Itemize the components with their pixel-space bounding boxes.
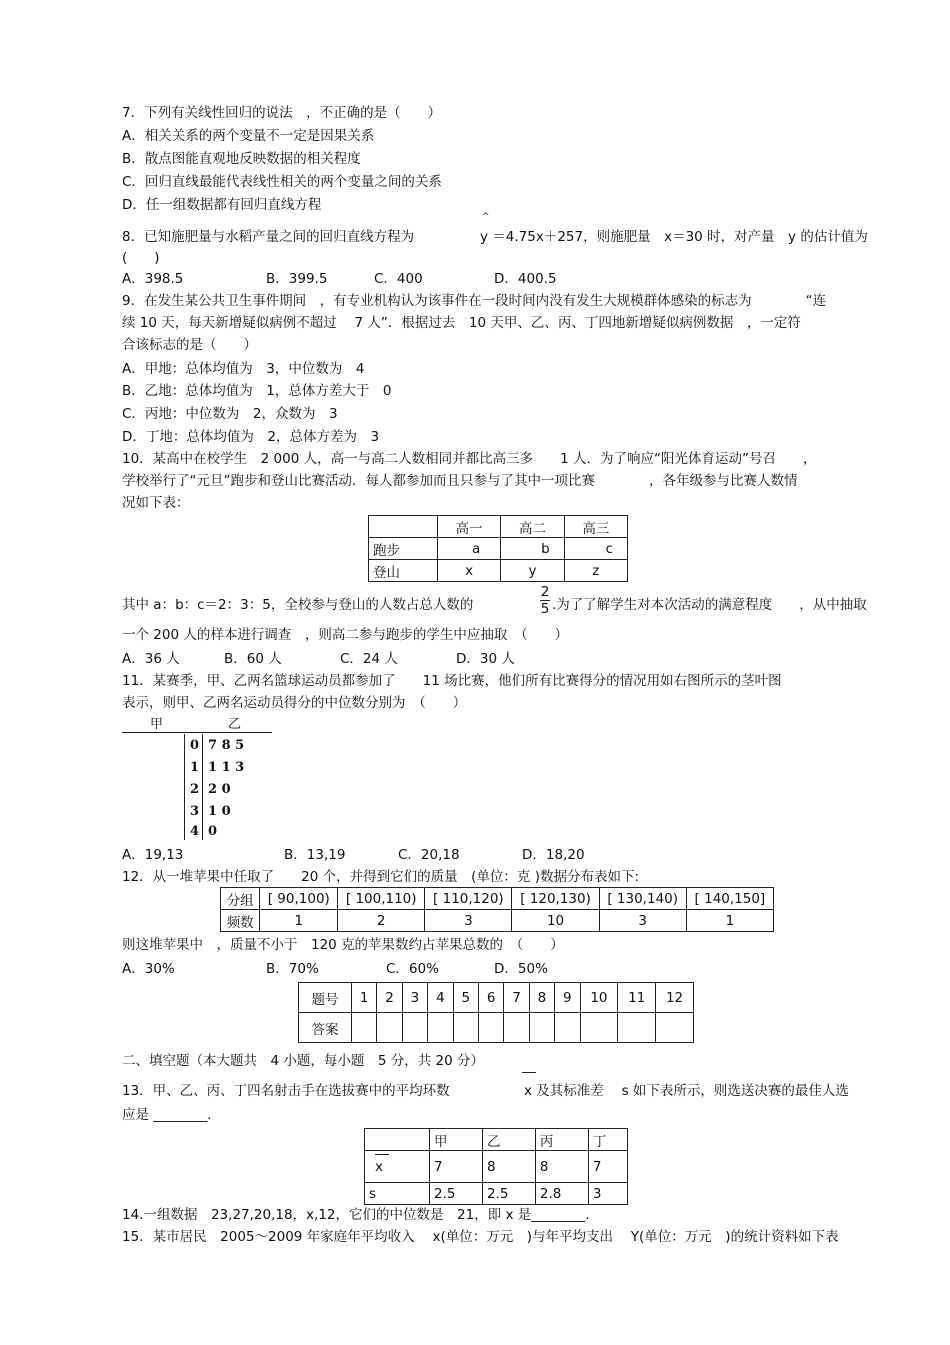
table-header-cell [369, 516, 438, 538]
q7-option-a: A．相关关系的两个变量不一定是因果关系 [122, 128, 375, 144]
table-row-label [365, 1151, 430, 1183]
q13-line-2: 应是 ________． [122, 1107, 221, 1123]
stem-leaf-right-leaves: 2 0 [208, 782, 231, 797]
table-cell: 2.5 [430, 1183, 483, 1205]
table-cell: 3 [588, 1183, 627, 1205]
answer-cell[interactable] [428, 1013, 453, 1043]
q12-stem: 12．从一堆苹果中任取了 20 个，并得到它们的质量 (单位：克 )数据分布表如下: [122, 869, 640, 885]
table-cell: a [438, 538, 501, 560]
answer-cell[interactable] [478, 1013, 503, 1043]
table-header-cell: [ 110,120) [425, 888, 512, 910]
q8-option-d: D．400.5 [494, 271, 557, 287]
table-header-cell: 高一 [438, 516, 501, 538]
q11-line-2: 表示，则甲、乙两名运动员得分的中位数分别为 （ ） [122, 695, 467, 711]
q10-option-b: B．60 人 [224, 651, 282, 667]
q7-option-d: D．任一组数据都有回归直线方程 [122, 197, 322, 213]
stem-leaf-right-leaves: 1 1 3 [208, 760, 245, 775]
stem-leaf-divider-right [202, 734, 203, 840]
table-cell: b [501, 538, 564, 560]
stem-leaf-right-leaves: 0 [208, 824, 218, 839]
table-header-cell: [ 120,130) [512, 888, 599, 910]
answer-header-cell: 11 [618, 983, 656, 1013]
q9-line-3: 合该标志的是（ ） [122, 337, 257, 353]
table-header-cell: 乙 [482, 1129, 535, 1151]
answer-cell[interactable] [656, 1013, 694, 1043]
answer-row-label: 答案 [299, 1013, 352, 1043]
table-cell: z [564, 560, 627, 582]
table-cell: 8 [535, 1151, 588, 1183]
table-header-cell: [ 140,150] [686, 888, 773, 910]
answer-header-cell: 12 [656, 983, 694, 1013]
table-header-cell: 分组 [221, 888, 260, 910]
q8-paren: ( ) [122, 250, 160, 266]
stem-leaf-stem: 4 [190, 824, 200, 839]
stem-leaf-right-label: 乙 [228, 717, 242, 732]
answer-cell[interactable] [555, 1013, 580, 1043]
stem-leaf-stem: 1 [190, 760, 200, 775]
table-cell: 8 [482, 1151, 535, 1183]
q10-option-a: A．36 人 [122, 651, 180, 667]
q13-table [364, 1128, 628, 1205]
q8-stem-a: 8．已知施肥量与水稻产量之间的回归直线方程为 [122, 229, 415, 245]
q13-line-b: x 及其标准差 s 如下表所示，则选送决赛的最佳人选 [524, 1083, 849, 1099]
answer-header-cell: 9 [555, 983, 580, 1013]
q11-option-a: A．19,13 [122, 847, 184, 863]
xbar-symbol: x [375, 1158, 383, 1175]
table-header-cell: 高二 [501, 516, 564, 538]
q14-text: 14.一组数据 23,27,20,18，x,12，它们的中位数是 21，即 x 是________. [122, 1207, 590, 1223]
table-cell: x [438, 560, 501, 582]
q9-option-b: B．乙地：总体均值为 1，总体方差大于 0 [122, 383, 392, 399]
q10-table [368, 515, 628, 582]
stem-leaf-stem: 2 [190, 782, 200, 797]
answer-header-cell: 10 [580, 983, 618, 1013]
table-cell: 2.5 [482, 1183, 535, 1205]
q9-line-1: 9．在发生某公共卫生事件期间 ，有专业机构认为该事件在一段时间内没有发生大规模群体感染的标志为 “连 [122, 293, 827, 309]
fraction-denominator: 5 [540, 601, 550, 617]
q12-option-c: C．60% [386, 961, 439, 977]
q12-table [220, 887, 774, 932]
fraction-two-fifths [540, 584, 550, 617]
table-cell: 7 [588, 1151, 627, 1183]
table-row-label: 登山 [369, 560, 438, 582]
answer-cell[interactable] [453, 1013, 478, 1043]
table-header-cell: [ 130,140) [599, 888, 686, 910]
q12-option-b: B．70% [266, 961, 319, 977]
table-cell: 2 [338, 910, 425, 932]
table-header-cell: [ 90,100) [260, 888, 338, 910]
table-cell: c [564, 538, 627, 560]
q7-option-b: B．散点图能直观地反映数据的相关程度 [122, 151, 361, 167]
fraction-numerator: 2 [540, 584, 550, 600]
table-cell: 1 [686, 910, 773, 932]
table-cell: 3 [599, 910, 686, 932]
q10-option-d: D．30 人 [456, 651, 515, 667]
stem-leaf-right-leaves: 7 8 5 [208, 738, 245, 753]
answer-cell[interactable] [402, 1013, 427, 1043]
stem-leaf-stem: 0 [190, 738, 200, 753]
answer-header-cell: 6 [478, 983, 503, 1013]
stem-leaf-left-label: 甲 [150, 717, 164, 732]
table-header-cell: 丙 [535, 1129, 588, 1151]
table-cell: 1 [260, 910, 338, 932]
q10-after-a: 其中 a：b：c＝2：3：5，全校参与登山的人数占总人数的 [122, 597, 474, 613]
answer-cell[interactable] [377, 1013, 402, 1043]
stem-leaf-right-leaves: 1 0 [208, 804, 231, 819]
answer-cell[interactable] [529, 1013, 554, 1043]
table-header-cell: 甲 [430, 1129, 483, 1151]
table-cell: 2.8 [535, 1183, 588, 1205]
table-header-cell [365, 1129, 430, 1151]
answer-header-cell: 7 [504, 983, 529, 1013]
table-cell: y [501, 560, 564, 582]
section-2-heading: 二、填空题（本大题共 4 小题，每小题 5 分，共 20 分） [122, 1053, 485, 1069]
q7-option-c: C．回归直线最能代表线性相关的两个变量之间的关系 [122, 174, 442, 190]
q10-line-1: 10．某高中在校学生 2 000 人，高一与高二人数相同并都比高三多 1 人．为了响应“阳光体育运动”号召 ， [122, 451, 817, 467]
xbar-overline [375, 1154, 389, 1155]
q12-option-d: D．50% [494, 961, 548, 977]
q9-option-c: C．丙地：中位数为 2，众数为 3 [122, 406, 338, 422]
q9-option-a: A．甲地：总体均值为 3，中位数为 4 [122, 361, 365, 377]
q10-line-last: 一个 200 人的样本进行调查 ，则高二参与跑步的学生中应抽取 （ ） [122, 627, 569, 643]
q12-after: 则这堆苹果中 ，质量不小于 120 克的苹果数约占苹果总数的 （ ） [122, 937, 564, 953]
q10-line-3: 况如下表： [122, 495, 190, 511]
table-header-cell: [ 100,110) [338, 888, 425, 910]
table-header-cell: 丁 [588, 1129, 627, 1151]
q10-after-b: .为了了解学生对本次活动的满意程度 ，从中抽取 [552, 597, 867, 613]
stem-leaf-stem: 3 [190, 804, 200, 819]
answer-header-cell: 1 [352, 983, 377, 1013]
q13-xbar-overline [522, 1072, 536, 1073]
q8-option-b: B．399.5 [266, 271, 328, 287]
table-cell: 3 [425, 910, 512, 932]
answer-header-cell: 3 [402, 983, 427, 1013]
stem-leaf-top-rule [122, 732, 272, 733]
q8-hat-mark: ^ [482, 212, 490, 222]
answer-table [298, 982, 694, 1043]
answer-cell[interactable] [504, 1013, 529, 1043]
q11-option-b: B．13,19 [284, 847, 346, 863]
answer-cell[interactable] [580, 1013, 618, 1043]
answer-header-cell: 5 [453, 983, 478, 1013]
table-row-label: 频数 [221, 910, 260, 932]
q8-stem-b: y ＝4.75x＋257，则施肥量 x＝30 时，对产量 y 的估计值为 [480, 229, 868, 245]
q9-line-2: 续 10 天，每天新增疑似病例不超过 7 人”．根据过去 10 天甲、乙、丙、丁四地新增疑似病例数据 ，一定符 [122, 315, 801, 331]
answer-cell[interactable] [618, 1013, 656, 1043]
q15-text: 15．某市居民 2005～2009 年家庭年平均收入 x(单位：万元 )与年平均支出 Y(单位：万元 )的统计资料如下表 [122, 1229, 839, 1245]
q11-option-c: C．20,18 [398, 847, 460, 863]
table-row-label: s [365, 1183, 430, 1205]
q10-line-2: 学校举行了“元旦”跑步和登山比赛活动．每人都参加而且只参与了其中一项比赛 ，各年级参与比赛人数情 [122, 473, 798, 489]
answer-cell[interactable] [352, 1013, 377, 1043]
q12-option-a: A．30% [122, 961, 175, 977]
table-row-label: 跑步 [369, 538, 438, 560]
q7-stem: 7．下列有关线性回归的说法 ，不正确的是（ ） [122, 105, 442, 121]
table-header-cell: 高三 [564, 516, 627, 538]
stem-leaf-divider-left [184, 734, 185, 840]
answer-header-cell: 2 [377, 983, 402, 1013]
q11-option-d: D．18,20 [522, 847, 585, 863]
table-cell: 7 [430, 1151, 483, 1183]
answer-header-label: 题号 [299, 983, 352, 1013]
answer-header-cell: 8 [529, 983, 554, 1013]
q10-option-c: C．24 人 [340, 651, 398, 667]
q8-option-a: A．398.5 [122, 271, 184, 287]
answer-header-cell: 4 [428, 983, 453, 1013]
q9-option-d: D．丁地：总体均值为 2，总体方差为 3 [122, 429, 380, 445]
q11-line-1: 11．某赛季，甲、乙两名篮球运动员都参加了 11 场比赛，他们所有比赛得分的情况用如右图所示的茎叶图 [122, 673, 782, 689]
q8-option-c: C．400 [374, 271, 423, 287]
table-cell: 10 [512, 910, 599, 932]
q13-line-a: 13．甲、乙、丙、丁四名射击手在选拔赛中的平均环数 [122, 1083, 450, 1099]
